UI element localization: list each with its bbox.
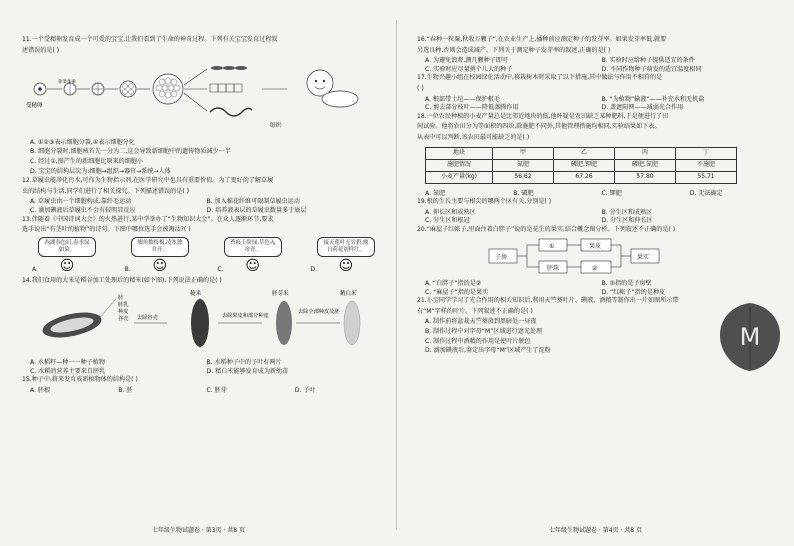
q18-table (425, 147, 737, 184)
q11-figure (22, 57, 372, 135)
baby-icon (307, 70, 358, 107)
svg-text:子房: 子房 (495, 253, 508, 261)
table-cell: 丁 (676, 147, 737, 159)
q16-option-a: A. 为避免浪费,测几颗种子即可 (425, 57, 508, 65)
table-cell: 小麦产量(kg) (426, 171, 493, 183)
q11-option-b: B. 细胞分裂时,细胞核首先一分为二,这会导致新细胞中的遗传物质减少一半 (30, 148, 231, 156)
q18-option-c: C. 钾肥 (601, 189, 622, 197)
q16-stem: 16.“春种一粒粟,秋收万颗子”,在农业生产上,播种前应测定种子的发芽率。如果发芽率低,就要 (417, 36, 667, 43)
svg-text:果皮: 果皮 (589, 242, 602, 250)
svg-text:果实: 果实 (637, 253, 650, 261)
q13-stem2: 选手说出“有茎叶的植物”的诗句。下图中哪位选手会被淘汰?( ) (22, 226, 191, 234)
right-page (397, 0, 794, 546)
q16-option-b: B. 实验时应给种子提供适宜的条件 (601, 57, 695, 65)
q17-stem: 17.生物兴趣小组在校园绿化活动中,移栽树木时采取了以下措施,其中做法与作用不相符的是 (417, 74, 663, 82)
q11-option-d: D. 宝宝的结构层次为:细胞→组织→器官→系统→人体 (30, 167, 171, 175)
q18-stem3: 从表中可以判断,该农田最可能缺乏的是( ) (417, 133, 530, 141)
q19-option-b: B. 分生区和成熟区 (601, 208, 653, 216)
svg-text:①②③④: ①②③④ (58, 79, 76, 86)
q17-option-d: D. 盖遮阳网——减弱光合作用 (601, 104, 684, 112)
q15-option-d: D. 子叶 (294, 386, 316, 394)
q20-concept-map (417, 237, 777, 277)
q14-option-a: A. 水稻籽—种一一种子植物 (30, 358, 105, 366)
svg-text:胚芽米: 胚芽米 (272, 291, 289, 298)
q15-stem: 15.种子中,将来发育成新植物体的结构是( ) (22, 376, 138, 384)
table-cell: 55.71 (676, 171, 737, 183)
table-row (426, 159, 737, 171)
q19-option-a: A. 伸长区和成熟区 (425, 208, 476, 216)
q16-option-c: C. 实验时应尽量挑个儿大的种子 (425, 65, 513, 73)
q12-stem: 12.草履虫能净化污水,可作为生物指示剂,在医学研究中也具有重要价值。为了更好的了解草履 (22, 177, 274, 185)
q17-option-b: B. “为植物”输液”——补充水和无机盐 (601, 95, 705, 103)
q20-stem: 20.“麻屋子红帐子,里面住着白胖子”说的是花生的果实,结合概念图分析。下列叙述不正确的是( ) (417, 225, 676, 233)
student-a-icon: ☺ (59, 257, 75, 274)
q16-stem2: 另选良种,否则会造成减产。下列关于测定种子发芽率的叙述,正确的是( ) (417, 46, 611, 54)
q12-option-a: A. 草履虫由一个细胞构成,靠纤毛运动 (30, 198, 132, 206)
table-cell: 甲 (493, 147, 554, 159)
svg-text:受精卵: 受精卵 (26, 103, 43, 110)
svg-text:胚乳: 胚乳 (118, 302, 129, 309)
q13-letter-a: A. (32, 266, 38, 274)
q21-option-c: C. 制作过程中酒精的作用是使叶片脱色 (425, 337, 531, 345)
q14-stem: 14.我们食用的大米是稻谷加工处理后的精米(如下图),下列说法正确的是( ) (22, 276, 222, 284)
q21-option-d: D. 滴加碘液后,鉴定出字母“M”区域产生了淀粉 (425, 347, 551, 355)
q21-option-a: A. 制作前将盆栽天竺葵放到黑暗处一昼夜 (425, 318, 537, 326)
q13-letter-c: C. (217, 266, 224, 274)
table-cell: 丙 (615, 147, 676, 159)
left-page-footer: 七年级生物试题卷 · 第3页 · 共8 页 (152, 527, 245, 535)
svg-text:去除全部种皮及胚: 去除全部种皮及胚 (298, 309, 340, 316)
q19-stem: 19.根的生长主要与根尖的哪两个区有关,分别是( ) (417, 198, 552, 206)
q18-stem: 18.一位农民种植的小麦产量总是比邻近地块的低,他怀疑是农田缺乏某种肥料,于是便进行了田 (417, 112, 669, 120)
q13-stem: 13.伴随着《中国诗词大会》的火热进行,某中学举办了“生物知识大会”。在众人逐渐环节,要求 (22, 215, 274, 223)
q15-option-c: C. 胚芽 (206, 386, 227, 394)
q19-option-c: C. 分生区和根冠 (425, 217, 470, 225)
table-row (426, 171, 737, 183)
q12-option-d: D. 培养液表层的草履虫数量多于底层 (206, 206, 307, 214)
table-cell: 57.80 (615, 171, 676, 183)
q15-option-a: A. 胚根 (30, 386, 51, 394)
q12-option-b: B. 加入棉花纤维可限制草履虫运动 (206, 198, 300, 206)
svg-text:①: ① (549, 242, 555, 250)
q11-option-c: C. 经过①,图产生的新细胞比原来的细胞小 (30, 157, 144, 165)
q11-option-a: A. ①②③表示细胞分裂,④表示细胞分化 (30, 138, 135, 146)
table-cell: 乙 (554, 147, 615, 159)
q12-stem2: 虫的结构与生活,同学们进行了相关探究。下列描述错误的是( ) (22, 187, 190, 195)
student-c-icon: ☺ (245, 257, 260, 274)
q13-letter-d: D. (310, 266, 317, 274)
student-b-icon: ☺ (152, 257, 168, 274)
q21-leaf-figure (716, 301, 784, 373)
student-d-icon: ☺ (338, 257, 354, 274)
svg-text:胚珠: 胚珠 (547, 264, 560, 272)
table-cell: 67.26 (554, 171, 615, 183)
svg-text:M: M (739, 323, 761, 352)
svg-text:去除谷壳: 去除谷壳 (137, 315, 158, 322)
q17-option-c: C. 剪去部分枝叶——降低蒸腾作用 (425, 104, 519, 112)
svg-text:糙米: 糙米 (190, 291, 202, 298)
svg-text:种皮: 种皮 (118, 309, 129, 316)
table-cell: 56.62 (493, 171, 554, 183)
table-cell: 氮肥 (493, 159, 554, 171)
q16-option-d: D. 不同作物种子萌发的适宜温度相同 (601, 65, 702, 73)
q21-stem2: 有“M”字样的叶片。下列叙述不正确的是( ) (417, 307, 533, 315)
q13-bubble-b: 墙角数枝梅,凌寒独自开。 (131, 237, 189, 257)
svg-text:谷壳: 谷壳 (118, 316, 129, 323)
q19-option-d: D. 分生区和伸长区 (601, 217, 653, 225)
svg-text:精白米: 精白米 (340, 291, 357, 298)
q14-figure (22, 287, 372, 355)
q13-bubble-c: 苔痕上阶绿,草色入帘青。 (224, 237, 282, 257)
q18-stem2: 间试验。他将农田分为等面积的四块,除施肥不同外,其他管理措施均相同,实验结果如下表。 (417, 123, 661, 131)
q18-option-d: D. 无法确定 (689, 189, 723, 197)
table-cell: 磷肥,钾肥 (554, 159, 615, 171)
q20-option-b: B. ①指的是子房壁 (601, 280, 652, 288)
table-cell: 施肥情况 (426, 159, 493, 171)
svg-text:②: ② (592, 264, 598, 272)
q13-letter-b: B. (124, 266, 131, 274)
q17-option-a: A. 根部带土坨——保护根毛 (425, 95, 500, 103)
q14-option-d: D. 精白米能够发育成为新幼苗 (206, 367, 289, 375)
svg-text:胚: 胚 (118, 295, 124, 302)
table-cell: 地块 (426, 147, 493, 159)
right-page-footer: 七年级生物试题卷 · 第4页 · 共8 页 (549, 527, 642, 535)
q20-option-d: D. “红帐子”指的是种皮 (601, 288, 666, 296)
svg-text:去除果皮和部分种皮: 去除果皮和部分种皮 (222, 313, 269, 320)
q14-option-c: C. 水稻的营养主要来自胚乳 (30, 367, 106, 375)
q21-option-b: B. 制作过程中对字母“M”区域进行遮光处理 (425, 328, 543, 336)
q20-option-c: C. “麻屋子”指的是果实 (425, 288, 489, 296)
q13-figure (32, 237, 375, 275)
q14-option-b: B. 水稻种子中的子叶有两片 (206, 358, 282, 366)
table-row (426, 147, 737, 159)
q13-bubble-d: 接天莲叶无穷碧,映日荷花别样红。 (317, 237, 375, 257)
svg-text:组织: 组织 (270, 123, 282, 130)
q12-option-c: C. 滴加碘液后草履虫不会有较明显反应 (30, 206, 136, 214)
q15-option-b: B. 胚 (118, 386, 133, 394)
table-cell: 磷肥,氮肥 (615, 159, 676, 171)
q20-option-a: A. “白胖子”指的是② (425, 280, 482, 288)
q18-option-a: A. 氮肥 (425, 189, 446, 197)
table-cell: 不施肥 (676, 159, 737, 171)
q11-stem: 11.一个受精卵发育成一个可爱的宝宝,让我们看到了生命的神奇过程。下列有关宝宝发育过程叙 (22, 36, 278, 43)
q17-stem2: ( ) (417, 84, 424, 92)
q21-stem: 21.小宝同学学习了光合作用的相关知识后,利用天竺葵叶片、碘液、酒精等制作出一片如图所示带 (417, 297, 679, 305)
q18-option-b: B. 磷肥 (513, 189, 534, 197)
q11-stem2: 述错误的是( ) (22, 46, 60, 54)
q13-bubble-a: 西湖春色归,春水绿如染。 (38, 237, 96, 257)
